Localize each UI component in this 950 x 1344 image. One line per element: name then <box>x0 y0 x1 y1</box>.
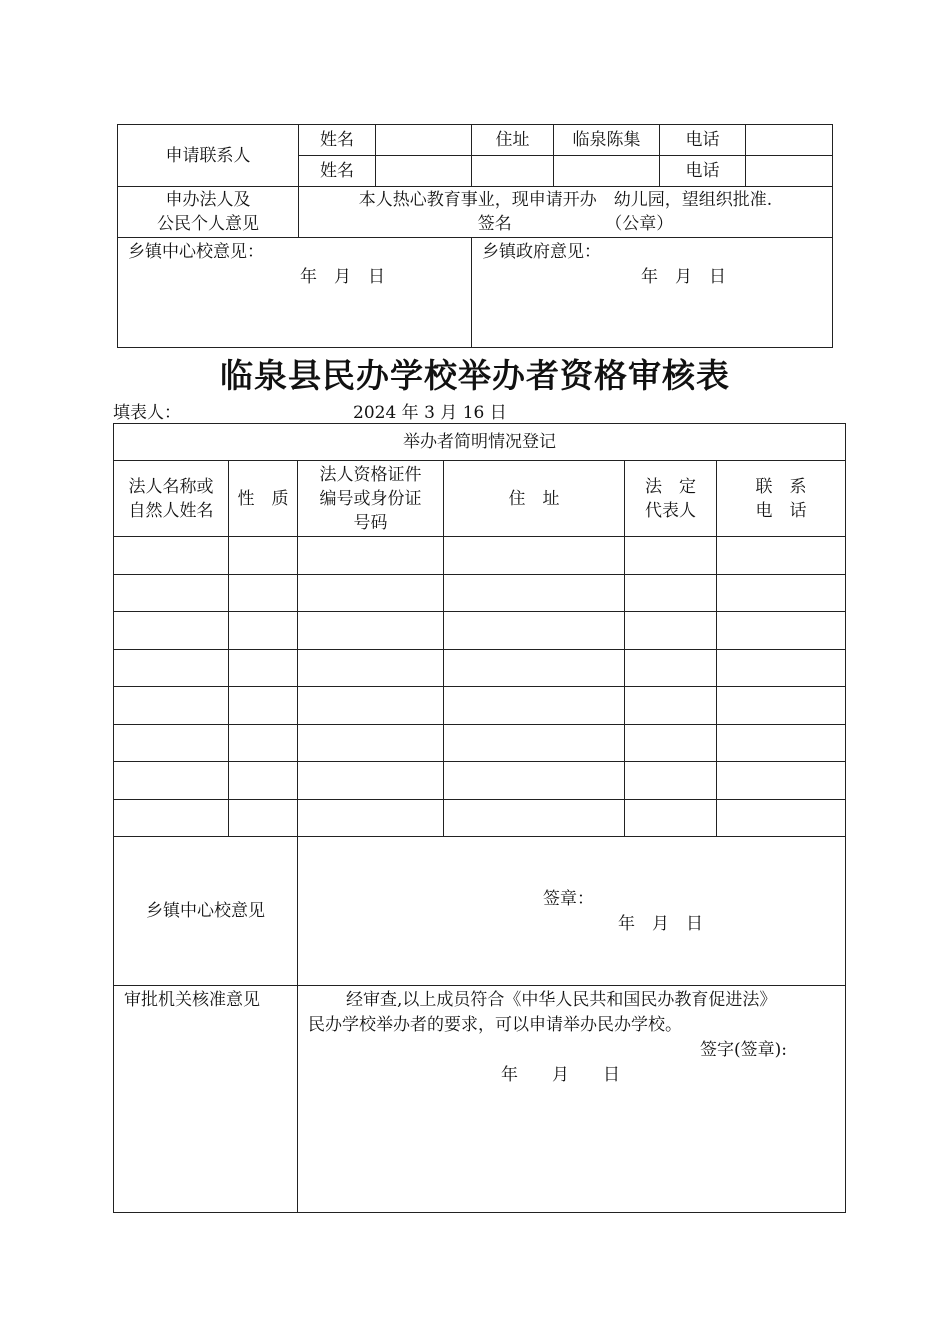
table-cell[interactable] <box>717 687 846 725</box>
table-row <box>114 687 846 725</box>
table-cell[interactable] <box>114 762 229 800</box>
township-gov-opinion-cell[interactable] <box>472 238 833 348</box>
table-cell[interactable] <box>625 574 717 612</box>
phone-label: 电话 <box>660 156 746 187</box>
table-cell[interactable] <box>444 687 625 725</box>
column-header-line: 法人名称或 <box>128 476 214 497</box>
table-cell[interactable] <box>717 724 846 762</box>
approval-cell[interactable] <box>298 986 846 1213</box>
township-school-date: 年 月 日 <box>300 267 385 287</box>
contact-label: 申请联系人 <box>118 125 299 187</box>
column-header <box>114 461 229 537</box>
table-row <box>114 799 846 837</box>
column-header-line: 号码 <box>353 512 388 533</box>
table-row <box>114 574 846 612</box>
table-cell[interactable] <box>229 687 298 725</box>
table-cell[interactable] <box>444 574 625 612</box>
column-header-line: 联 系 <box>755 476 807 497</box>
table-cell[interactable] <box>229 537 298 575</box>
table-cell[interactable] <box>444 537 625 575</box>
column-header-line: 法人资格证件 <box>319 464 422 485</box>
table-row <box>114 762 846 800</box>
table-cell[interactable] <box>625 724 717 762</box>
fill-date: 2024 年 3 月 16 日 <box>353 403 507 423</box>
table-cell[interactable] <box>229 762 298 800</box>
applicant-label: 申办法人及 公民个人意见 <box>118 187 299 238</box>
approval-label: 审批机关核准意见 <box>124 990 260 1010</box>
table-cell[interactable] <box>229 799 298 837</box>
phone-field[interactable] <box>746 156 833 187</box>
table-cell[interactable] <box>298 537 444 575</box>
table-row <box>114 612 846 650</box>
column-header-line: 法 定 <box>645 476 696 497</box>
township-gov-opinion-label: 乡镇政府意见： <box>482 242 601 262</box>
column-header <box>298 461 444 537</box>
section-header: 举办者简明情况登记 <box>114 424 846 461</box>
table-cell[interactable] <box>114 649 229 687</box>
table-cell[interactable] <box>444 612 625 650</box>
table-cell[interactable] <box>229 649 298 687</box>
column-header-line: 电 话 <box>755 500 807 521</box>
phone-label: 电话 <box>660 125 746 156</box>
table-cell[interactable] <box>114 724 229 762</box>
school-opinion-cell[interactable] <box>298 837 846 986</box>
table-cell[interactable] <box>717 574 846 612</box>
table-cell[interactable] <box>114 687 229 725</box>
table-cell[interactable] <box>298 574 444 612</box>
table-cell[interactable] <box>717 762 846 800</box>
table-cell[interactable] <box>114 612 229 650</box>
school-opinion-seal: 签章： <box>543 889 594 909</box>
column-header-line: 编号或身份证 <box>319 488 422 509</box>
table-row <box>114 724 846 762</box>
name-field[interactable] <box>376 125 472 156</box>
approval-label-cell <box>114 986 298 1213</box>
table-cell[interactable] <box>717 612 846 650</box>
column-header <box>444 461 625 537</box>
approval-sign: 签字(签章): <box>700 1040 787 1060</box>
table-cell[interactable] <box>625 762 717 800</box>
table-cell[interactable] <box>625 649 717 687</box>
table-row <box>114 649 846 687</box>
table-cell[interactable] <box>298 762 444 800</box>
phone-field[interactable] <box>746 125 833 156</box>
table-cell[interactable] <box>298 799 444 837</box>
approval-text-line2: 民办学校举办者的要求，可以申请举办民办学校。 <box>308 1015 682 1035</box>
table-cell[interactable] <box>229 612 298 650</box>
table-cell[interactable] <box>298 649 444 687</box>
township-school-opinion-cell[interactable] <box>118 238 472 348</box>
table-cell[interactable] <box>114 574 229 612</box>
table-cell[interactable] <box>298 612 444 650</box>
column-header <box>625 461 717 537</box>
approval-text-line1: 经审查,以上成员符合《中华人民共和国民办教育促进法》 <box>346 990 777 1010</box>
township-gov-date: 年 月 日 <box>641 267 726 287</box>
table-cell[interactable] <box>229 574 298 612</box>
table-cell[interactable] <box>625 612 717 650</box>
page-title: 临泉县民办学校举办者资格审核表 <box>220 356 730 395</box>
column-header-line: 性 质 <box>237 488 289 509</box>
column-header <box>717 461 846 537</box>
contact-table <box>117 124 833 348</box>
applicant-sign: 签名 （公章） <box>477 214 674 234</box>
table-cell[interactable] <box>717 537 846 575</box>
table-row <box>114 537 846 575</box>
approval-date: 年 月 日 <box>501 1065 620 1085</box>
table-cell[interactable] <box>444 724 625 762</box>
name-label: 姓名 <box>299 156 376 187</box>
applicant-statement: 本人热心教育事业，现申请开办 幼儿园，望组织批准. <box>358 190 773 210</box>
applicant-statement-cell[interactable] <box>299 187 833 238</box>
filler-label: 填表人： <box>113 403 181 423</box>
table-cell[interactable] <box>114 537 229 575</box>
address-value[interactable]: 临泉陈集 <box>554 125 660 156</box>
table-cell[interactable] <box>298 687 444 725</box>
name-label: 姓名 <box>299 125 376 156</box>
table-cell[interactable] <box>114 799 229 837</box>
organizer-table <box>113 423 846 1213</box>
table-cell[interactable] <box>444 762 625 800</box>
column-header-line: 代表人 <box>645 500 696 521</box>
column-header-line: 住 址 <box>508 488 560 509</box>
address-label: 住址 <box>472 125 554 156</box>
table-cell[interactable] <box>298 724 444 762</box>
table-cell[interactable] <box>717 799 846 837</box>
column-header <box>229 461 298 537</box>
address-field[interactable] <box>472 156 554 187</box>
school-opinion-date: 年 月 日 <box>618 914 703 934</box>
address-field[interactable] <box>554 156 660 187</box>
table-cell[interactable] <box>625 687 717 725</box>
name-field[interactable] <box>376 156 472 187</box>
table-cell[interactable] <box>444 649 625 687</box>
table-cell[interactable] <box>717 649 846 687</box>
table-cell[interactable] <box>625 537 717 575</box>
column-header-line: 自然人姓名 <box>128 500 214 521</box>
school-opinion-label: 乡镇中心校意见 <box>114 837 298 986</box>
table-cell[interactable] <box>229 724 298 762</box>
table-cell[interactable] <box>625 799 717 837</box>
township-school-opinion-label: 乡镇中心校意见： <box>128 242 264 262</box>
table-cell[interactable] <box>444 799 625 837</box>
